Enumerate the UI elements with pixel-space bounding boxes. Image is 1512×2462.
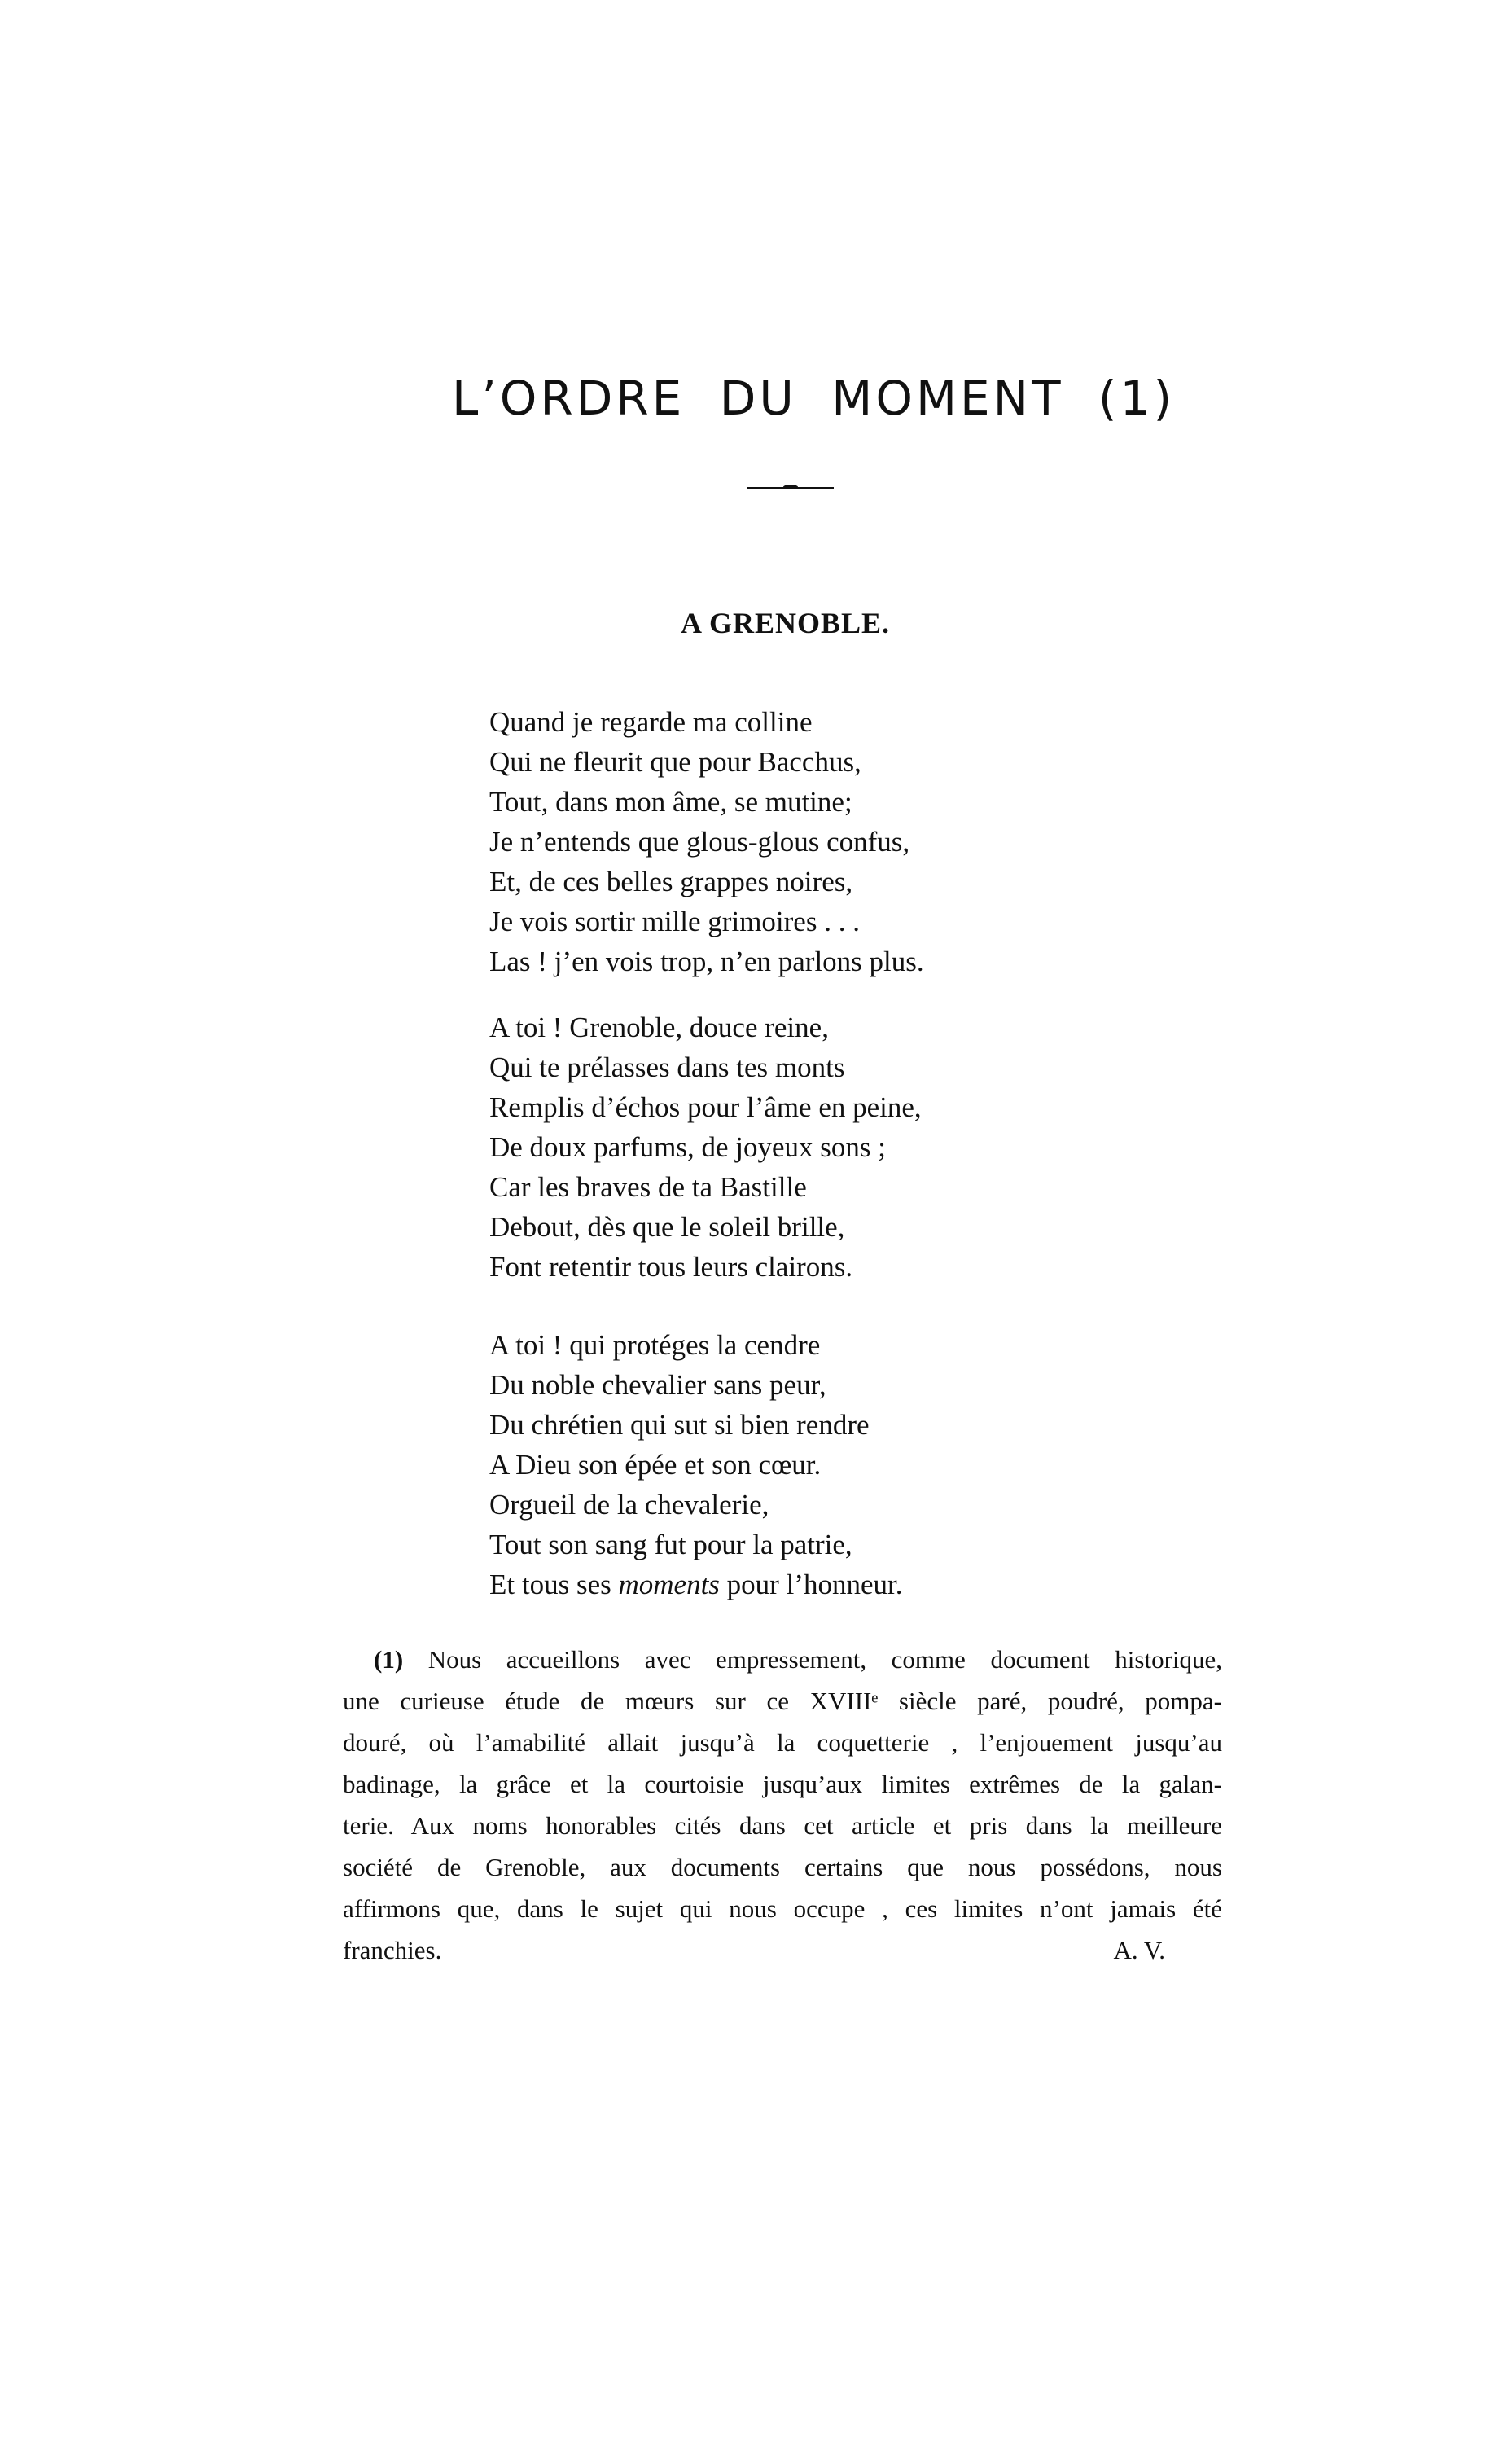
footnote-line: société de Grenoble, aux documents certains que nous possédons, nous (343, 1853, 1222, 1881)
verse-line: Qui te prélasses dans tes monts (489, 1051, 845, 1083)
verse-line: Tout son sang fut pour la patrie, (489, 1529, 852, 1560)
verse-line: Font retentir tous leurs clairons. (489, 1251, 853, 1283)
emphasized-word: moments (618, 1569, 720, 1600)
title-divider (747, 487, 834, 489)
verse-line: Et, de ces belles grappes noires, (489, 866, 853, 897)
footnote-signature: A. V. (1113, 1936, 1165, 1964)
footnote-line-final (343, 1929, 1165, 1971)
page-title: L’ORDRE DU MOMENT (1) (452, 371, 1176, 426)
stanza-3 (489, 1325, 1141, 1604)
verse-text: pour l’honneur. (719, 1569, 903, 1600)
footnote-line: une curieuse étude de mœurs sur ce XVIIIᵉ siècle paré, poudré, pompa- (343, 1687, 1222, 1715)
verse-line: Du noble chevalier sans peur, (489, 1369, 826, 1401)
footnote-text: franchies. (343, 1936, 442, 1964)
stanza-2 (489, 1007, 1141, 1287)
footnote-text: Nous accueillons avec empressement, comme document historique, (427, 1645, 1223, 1674)
verse-line: Remplis d’échos pour l’âme en peine, (489, 1091, 922, 1123)
verse-line: Je vois sortir mille grimoires . . . (489, 906, 860, 937)
verse-line: Car les braves de ta Bastille (489, 1171, 807, 1203)
footnote-number: (1) (374, 1645, 404, 1674)
footnote-line (343, 1639, 1222, 1680)
footnote-line: affirmons que, dans le sujet qui nous occupe , ces limites n’ont jamais été (343, 1894, 1222, 1923)
verse-line: Je n’entends que glous-glous confus, (489, 826, 910, 858)
verse-line: Qui ne fleurit que pour Bacchus, (489, 746, 861, 778)
verse-line: Quand je regarde ma colline (489, 706, 813, 738)
verse-line: Las ! j’en vois trop, n’en parlons plus. (489, 946, 924, 977)
verse-line: A Dieu son épée et son cœur. (489, 1449, 822, 1481)
verse-line: Tout, dans mon âme, se mutine; (489, 786, 852, 818)
verse-line: A toi ! Grenoble, douce reine, (489, 1012, 829, 1043)
verse-line: Du chrétien qui sut si bien rendre (489, 1409, 870, 1441)
verse-line-final (489, 1565, 1141, 1604)
footnote-line: badinage, la grâce et la courtoisie jusqu’aux limites extrêmes de la galan- (343, 1770, 1222, 1798)
footnote-line: terie. Aux noms honorables cités dans cet article et pris dans la meilleure (343, 1811, 1222, 1840)
footnote (343, 1639, 1222, 1971)
footnote-line: douré, où l’amabilité allait jusqu’à la coquetterie , l’enjouement jusqu’au (343, 1728, 1222, 1757)
dedication-heading: A GRENOBLE. (681, 607, 891, 639)
stanza-1 (489, 702, 1141, 981)
verse-text: Et tous ses (489, 1569, 619, 1600)
verse-line: Debout, dès que le soleil brille, (489, 1211, 845, 1243)
verse-line: A toi ! qui protéges la cendre (489, 1329, 821, 1361)
verse-line: Orgueil de la chevalerie, (489, 1489, 769, 1521)
verse-line: De doux parfums, de joyeux sons ; (489, 1131, 887, 1163)
